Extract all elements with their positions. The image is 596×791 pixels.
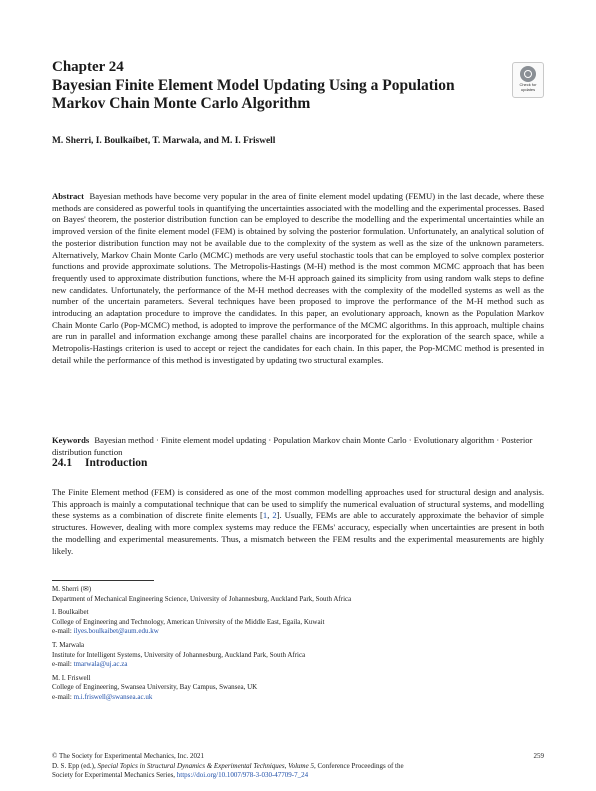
affiliation-institution: College of Engineering and Technology, American University of the Middle East, Egaila, Kuwait <box>52 617 325 626</box>
check-for-updates-badge[interactable] <box>512 62 544 98</box>
section-number: 24.1 <box>52 457 73 469</box>
affiliation-institution: Institute for Intelligent Systems, University of Johannesburg, Auckland Park, South Africa <box>52 650 306 659</box>
citation-separator: , <box>267 510 273 521</box>
abstract-label: Abstract <box>52 191 84 201</box>
section-title: Introduction <box>85 457 148 469</box>
affiliation-name: I. Boulkaibet <box>52 608 89 617</box>
affiliation-email-line: e-mail: tmarwala@uj.ac.za <box>52 660 128 669</box>
title-line-2: Markov Chain Monte Carlo Algorithm <box>52 94 311 112</box>
citation-link-2[interactable]: 2 <box>272 510 277 521</box>
affiliation-sherri <box>52 585 544 604</box>
introduction-paragraph <box>52 487 544 557</box>
volume-title: Special Topics in Structural Dynamics & Experimental Techniques, Volume 5 <box>97 761 314 770</box>
footnote-divider <box>52 580 154 581</box>
title-line-1: Bayesian Finite Element Model Updating Using a Population <box>52 77 455 94</box>
affiliation-friswell <box>52 674 544 703</box>
affiliation-name: M. I. Friswell <box>52 673 91 682</box>
abstract <box>52 191 544 367</box>
citation-line: D. S. Epp (ed.), Special Topics in Structural Dynamics & Experimental Techniques, Volume 5, Conference Proceedings of the <box>52 761 404 770</box>
intro-text-2: ]. Usually, FEMs are able to accurately approximate the behavior of simple structures. However, dealing with more complex systems may reduce the FEMs' accuracy, especially when uncertainties are present in both the modelling and experimental measurements. Thus, a mismatch between the FEM results and the experimental measurements are highly likely. <box>52 510 544 556</box>
intro-text-1: The Finite Element method (FEM) is considered as one of the most common modelling approaches used for structural design and analysis. This approach is mainly a computational technique that can be used to simplify the numerical evaluation of structural systems, and modelling these systems as a combination of discrete finite elements [ <box>52 487 544 521</box>
paper-title <box>52 77 472 112</box>
badge-label: Check for updates <box>519 82 537 92</box>
affiliation-name: T. Marwala <box>52 640 85 649</box>
email-link[interactable]: tmarwala@uj.ac.za <box>73 660 128 669</box>
email-link[interactable]: ilyes.boulkaibet@aum.edu.kw <box>73 627 159 636</box>
doi-link[interactable]: https://doi.org/10.1007/978-3-030-47709-7_24 <box>176 771 309 780</box>
affiliation-boulkaibet <box>52 608 544 637</box>
keywords <box>52 435 544 458</box>
copyright-block <box>52 752 544 781</box>
citation-link-1[interactable]: 1 <box>262 510 268 521</box>
crossmark-icon <box>520 66 536 82</box>
series-line: Society for Experimental Mechanics Series, https://doi.org/10.1007/978-3-030-47709-7_24 <box>52 771 309 780</box>
affiliation-institution: Department of Mechanical Engineering Science, University of Johannesburg, Auckland Park, South Africa <box>52 594 352 603</box>
affiliation-email-line: e-mail: m.i.friswell@swansea.ac.uk <box>52 692 153 701</box>
abstract-text: Bayesian methods have become very popular in the area of finite element model updating (FEMU) in the last decade, where these methods are considered as powerful tools in quantifying the uncertainties associated with the modelling and the experimental processes. Based on Bayes' theorem, the posterior distribution function can be employed to describe the modelling and the experimental uncertainties while an improved version of the finite element model (FEM) is obtained by solving the posterior formulation. Unfortunately, an analytical solution of the posterior distribution function may not be available due to the complexity of the system as well as the size of the unknown parameters. Alternatively, Markov Chain Monte Carlo (MCMC) methods are very useful stochastic tools that can be employed to solve complex posterior functions and provide approximate solutions. The Metropolis-Hastings (M-H) method is the most common MCMC approach that has been frequently used to approximate distribution functions, where the M-H approach gained its simplicity from using random walk steps to define new candidates. Unfortunately, the performance of the M-H method decreases with the complexity of the modelled systems as well as the number of the uncertain parameters. Several techniques have been proposed to improve the performance of the M-H method such as introducing an adaptation procedure to improve the candidates. In this paper, an evolutionary approach, known as the Population Markov Chain Monte Carlo (Pop-MCMC) method, is adopted to improve the performance of the MCMC algorithms. In this approach, multiple chains are run in parallel and information exchange among these parallel chains are incorporated for the exploration of the search space, while a Metropolis-Hastings criterion is used to accept or reject the candidates for each chain. In this paper, the Pop-MCMC method is presented in detail while the performance of this method is investigated by updating two structural examples. <box>52 191 544 365</box>
affiliation-name: M. Sherri (✉) <box>52 585 92 593</box>
keywords-text: Bayesian method · Finite element model updating · Population Markov chain Monte Carlo · Evolutionary algorithm · Posterior distribution function <box>52 435 533 457</box>
affiliation-marwala <box>52 641 544 670</box>
affiliation-institution: College of Engineering, Swansea University, Bay Campus, Swansea, UK <box>52 683 258 692</box>
page-number: 259 <box>533 752 544 760</box>
section-heading <box>52 457 147 469</box>
copyright-line: © The Society for Experimental Mechanics, Inc. 2021 <box>52 752 204 760</box>
chapter-number: Chapter 24 <box>52 59 124 75</box>
affiliations <box>52 585 544 707</box>
keywords-label: Keywords <box>52 435 90 445</box>
affiliation-email-line: e-mail: ilyes.boulkaibet@aum.edu.kw <box>52 627 159 636</box>
author-list: M. Sherri, I. Boulkaibet, T. Marwala, and M. I. Friswell <box>52 136 276 146</box>
email-link[interactable]: m.i.friswell@swansea.ac.uk <box>73 692 153 701</box>
